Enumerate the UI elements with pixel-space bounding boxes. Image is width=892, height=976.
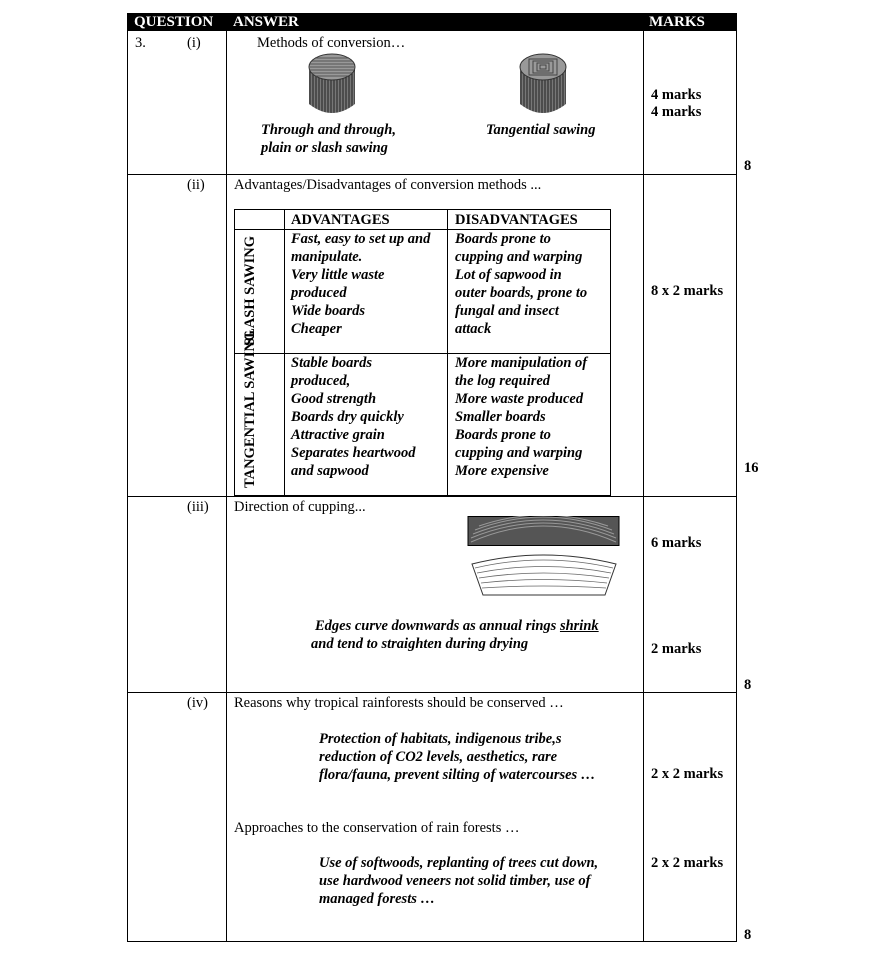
col-disadvantages: DISADVANTAGES [455, 212, 578, 228]
underlined-shrink: shrink [559, 618, 599, 634]
part-iv-prompt: Reasons why tropical rainforests should be conserved … [234, 695, 564, 711]
part-i-marks-1: 4 marks [651, 87, 702, 103]
part-iii-label: (iii) [187, 499, 209, 515]
part-ii-prompt: Advantages/Disadvantages of conversion methods ... [234, 177, 542, 193]
part-iv-label: (iv) [187, 695, 208, 711]
part-iv-marks-2: 2 x 2 marks [651, 855, 724, 871]
header-question: QUESTION [134, 14, 214, 30]
tangential-advantages: Stable boards produced, Good strength Boards dry quickly Attractive grain Separates heartwood and sapwood [291, 355, 416, 479]
slash-disadvantages: Boards prone to cupping and warping Lot of sapwood in outer boards, prone to fungal and insect attack [455, 231, 588, 337]
part-iii-marks-a: 6 marks [651, 535, 702, 551]
header-answer: ANSWER [233, 14, 299, 30]
tangential-disadvantages: More manipulation of the log required More waste produced Smaller boards Boards prone to cupping and warping More expensive [455, 355, 588, 479]
cupping-board-illustration [467, 516, 620, 598]
caption-slash-sawing: Through and through, plain or slash sawing [261, 122, 396, 156]
part-iv-total: 8 [744, 927, 752, 943]
part-ii-total: 16 [744, 460, 759, 476]
part-i-label: (i) [187, 35, 201, 51]
part-iv-marks-1: 2 x 2 marks [651, 766, 724, 782]
rainforest-approaches-answer: Use of softwoods, replanting of trees cut down, use hardwood veneers not solid timber, use of managed forests … [319, 855, 599, 907]
table-header [127, 13, 737, 31]
rainforest-reasons-answer: Protection of habitats, indigenous tribe,s reduction of CO2 levels, aesthetics, rare flora/fauna, prevent silting of watercourses … [319, 731, 596, 783]
part-iv-prompt-2: Approaches to the conservation of rain forests … [234, 820, 520, 836]
part-iii-prompt: Direction of cupping... [234, 499, 366, 515]
row-label-slash-sawing: SLASH SAWING [242, 236, 258, 346]
part-i-prompt: Methods of conversion… [257, 35, 406, 51]
row-label-tangential-sawing: TANGENTIAL SAWING [242, 329, 258, 488]
cupping-answer-line1: Edges curve downwards as annual rings shrink [315, 618, 599, 634]
caption-tangential-sawing: Tangential sawing [486, 122, 596, 138]
part-i-total: 8 [744, 158, 752, 174]
part-i-marks-2: 4 marks [651, 104, 702, 120]
question-number: 3. [135, 35, 146, 51]
cupping-answer-line2: and tend to straighten during drying [311, 636, 529, 652]
part-iii-marks-b: 2 marks [651, 641, 702, 657]
part-iii-total: 8 [744, 677, 752, 693]
col-advantages: ADVANTAGES [291, 212, 390, 228]
part-ii-label: (ii) [187, 177, 205, 193]
slash-advantages: Fast, easy to set up and manipulate. Very little waste produced Wide boards Cheaper [291, 231, 431, 337]
header-marks: MARKS [649, 14, 705, 30]
log-slash-sawing-illustration [306, 52, 358, 116]
part-ii-marks: 8 x 2 marks [651, 283, 724, 299]
log-tangential-sawing-illustration [517, 52, 569, 116]
